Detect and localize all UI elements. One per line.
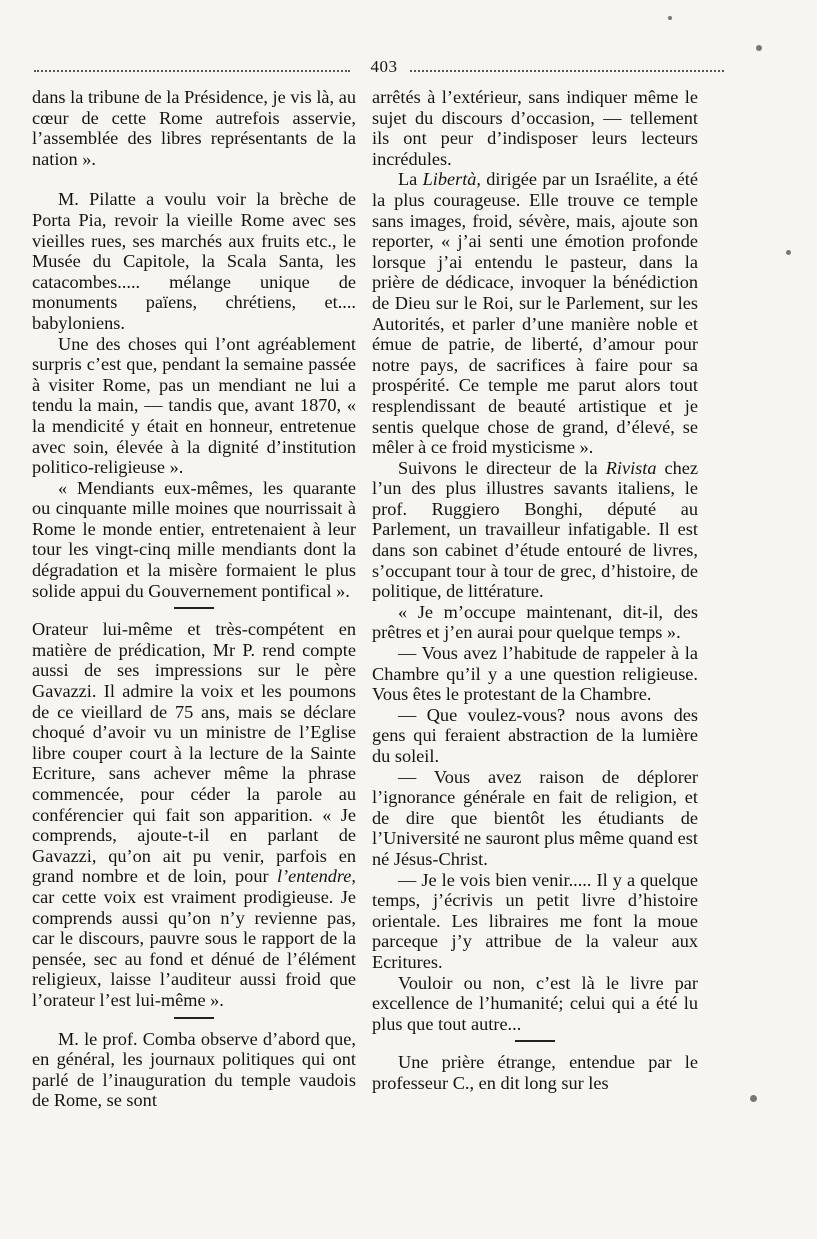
paragraph-text: La <box>398 169 423 190</box>
page-header <box>34 58 724 80</box>
paragraph: arrêtés à l’extérieur, sans indiquer même le sujet du discours d’occasion, — tellement ils ont peur d’indisposer leurs lecteurs incrédules. <box>372 87 698 169</box>
ink-speck <box>750 1095 757 1102</box>
paragraph: M. Pilatte a voulu voir la brèche de Porta Pia, revoir la vieille Rome avec ses vieilles rues, ses marchés aux fruits etc., le Musée du Capitole, la Scala Santa, les catacombes..... mélange unique de monuments païens, chrétiens, et.... babyloniens. <box>32 189 356 333</box>
ink-speck <box>786 250 791 255</box>
paragraph: Une des choses qui l’ont agréablement surpris c’est que, pendant la semaine passée à visiter Rome, pas un mendiant ne lui a tendu la main, — tandis que, avant 1870, « la mendicité y était en honneur, entretenue avec soin, élevée à la dignité d’institution politico-religieuse ». <box>32 333 356 478</box>
left-column <box>32 87 356 1111</box>
right-column <box>372 87 698 1094</box>
paragraph: M. le prof. Comba observe d’abord que, en général, les journaux politiques qui ont parlé de l’inauguration du temple vaudois de Rome, se sont <box>32 1028 356 1111</box>
paragraph-text: Orateur lui-même et très-compétent en matière de prédication, Mr P. rend compte aussi de ses impressions sur le père Gavazzi. Il admire la voix et les poumons de ce vieillard de 75 ans, mais se déclare choqué d’avoir vu un ministre de l’Eglise libre couper court à la lecture de la Sainte Ecriture, sans achever même la phrase commencée, pour céder la parole au conférencier qui fait son apparition. « Je comprends, ajoute-t-il en parlant de Gavazzi, qu’on ait pu venir, parfois en grand nombre et de loin, pour <box>32 619 356 887</box>
italic-text: Rivista <box>605 457 657 478</box>
paragraph: Une prière étrange, entendue par le professeur C., en dit long sur les <box>372 1052 698 1093</box>
paragraph: Vouloir ou non, c’est là le livre par excellence de l’humanité; celui qui a été lu plus que tout autre... <box>372 972 698 1034</box>
section-divider <box>174 607 214 609</box>
section-divider <box>174 1017 214 1019</box>
paragraph: dans la tribune de la Présidence, je vis là, au cœur de cette Rome autrefois asservie, l’assemblée des libres représentants de la nation ». <box>32 87 356 169</box>
ink-speck <box>756 45 762 51</box>
paragraph: — Vous avez raison de déplorer l’ignorance générale en fait de religion, et de dire que bientôt les étudiants de l’Université ne sauront plus même quand est né Jésus-Christ. <box>372 766 698 869</box>
paragraph-text: Suivons le directeur de la <box>398 457 606 478</box>
paragraph: « Je m’occupe maintenant, dit-il, des prêtres et j’en aurai pour quelque temps ». <box>372 601 698 643</box>
paragraph <box>372 169 698 457</box>
paragraph <box>32 619 356 1010</box>
paragraph-text: dirigée par un Israélite, a été la plus courageuse. Elle trouve ce temple sans images, froid, sévère, mais, ajoute son reporter, « j’ai senti une émotion profonde lorsque j’ai entendu le pasteur, dans la prière de dédicace, invoquer la bénédiction de Dieu sur le Roi, sur le Parlement, sur les Autorités, et parler d’une manière noble et émue de patrie, de liberté, d’amour pour notre pays, de sacrifices à faire pour sa prospérité. Ce temple me parut alors tout resplendissant de beauté artistique et je sentis quelque chose de grand, d’élevé, se mêler à ce froid mysticisme ». <box>372 169 698 458</box>
section-divider <box>515 1040 555 1042</box>
paragraph-text: chez l’un des plus illustres savants italiens, le prof. Ruggiero Bonghi, député au Parlement, un travailleur infatigable. Il est dans son cabinet d’étude entouré de livres, s’occupant tour à tour de grec, d’histoire, de politique, de littérature. <box>372 457 699 602</box>
paragraph: « Mendiants eux-mêmes, les quarante ou cinquante mille moines que nourrissait à Rome le monde entier, entretenaient à leur tour les vingt-cinq mille mendiants dont la dégradation et la misère formaient le plus solide appui du Gouvernement pontifical ». <box>32 477 356 601</box>
paragraph: — Que voulez-vous? nous avons des gens qui feraient abstraction de la lumière du soleil. <box>372 704 698 766</box>
italic-text: Libertà, <box>422 169 481 190</box>
paragraph: — Je le vois bien venir..... Il y a quelque temps, j’écrivis un petit livre d’histoire orientale. Les libraires me font la moue parceque j’y attribue de la valeur aux Ecritures. <box>372 869 698 972</box>
header-rule-right <box>410 70 724 72</box>
italic-text: l’entendre, <box>276 866 356 887</box>
ink-speck <box>668 16 672 20</box>
paragraph-text: car cette voix est vraiment prodigieuse. Je comprends aussi qu’on n’y revienne pas, car le discours, pauvre sous le rapport de la pensée, sec au fond et dénué de l’élément religieux, laisse l’auditeur aussi froid que l’orateur l’est lui-même ». <box>32 886 356 1010</box>
paragraph: — Vous avez l’habitude de rappeler à la Chambre qu’il y a une question religieuse. Vous êtes le protestant de la Chambre. <box>372 643 698 705</box>
page-number: 403 <box>370 57 398 76</box>
paragraph <box>372 458 698 602</box>
header-rule-left <box>34 70 350 72</box>
